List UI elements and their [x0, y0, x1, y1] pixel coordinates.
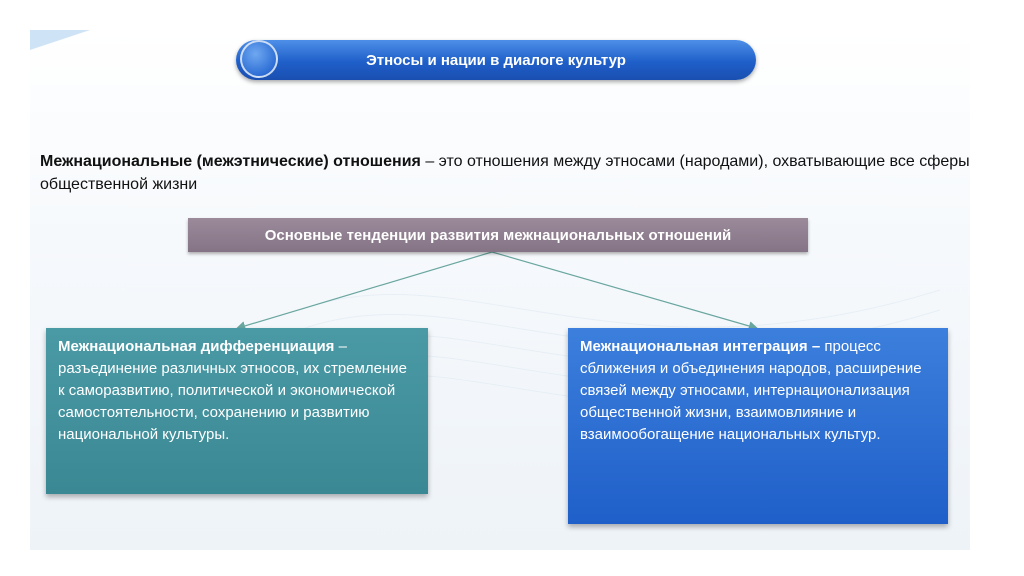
- connector-right-arrow: [492, 252, 756, 328]
- connector-left-arrow: [238, 252, 492, 328]
- differentiation-box: [46, 328, 428, 494]
- definition-text: – это отношения между этносами (народами), охватывающие все сферы общественной жизни: [40, 153, 970, 193]
- differentiation-text: – разъединение различных этносов, их стремление к саморазвитию, политической и экономической самостоятельности, сохранению и развитию национальной культуры.: [58, 338, 407, 443]
- integration-text: процесс сближения и объединения народов, расширение связей между этносами, интернационализация общественной жизни, взаимовлияние и взаимообогащение национальных культур.: [580, 338, 922, 443]
- slide-title-text: Этносы и нации в диалоге культур: [366, 51, 626, 69]
- central-concept-text: Основные тенденции развития межнациональных отношений: [264, 226, 732, 244]
- integration-term: Межнациональная интеграция –: [580, 338, 821, 355]
- central-concept-box: [188, 218, 808, 252]
- definition-term: Межнациональные (межэтнические) отношения: [40, 153, 421, 170]
- differentiation-term: Межнациональная дифференциация: [58, 338, 335, 355]
- integration-box: [568, 328, 948, 524]
